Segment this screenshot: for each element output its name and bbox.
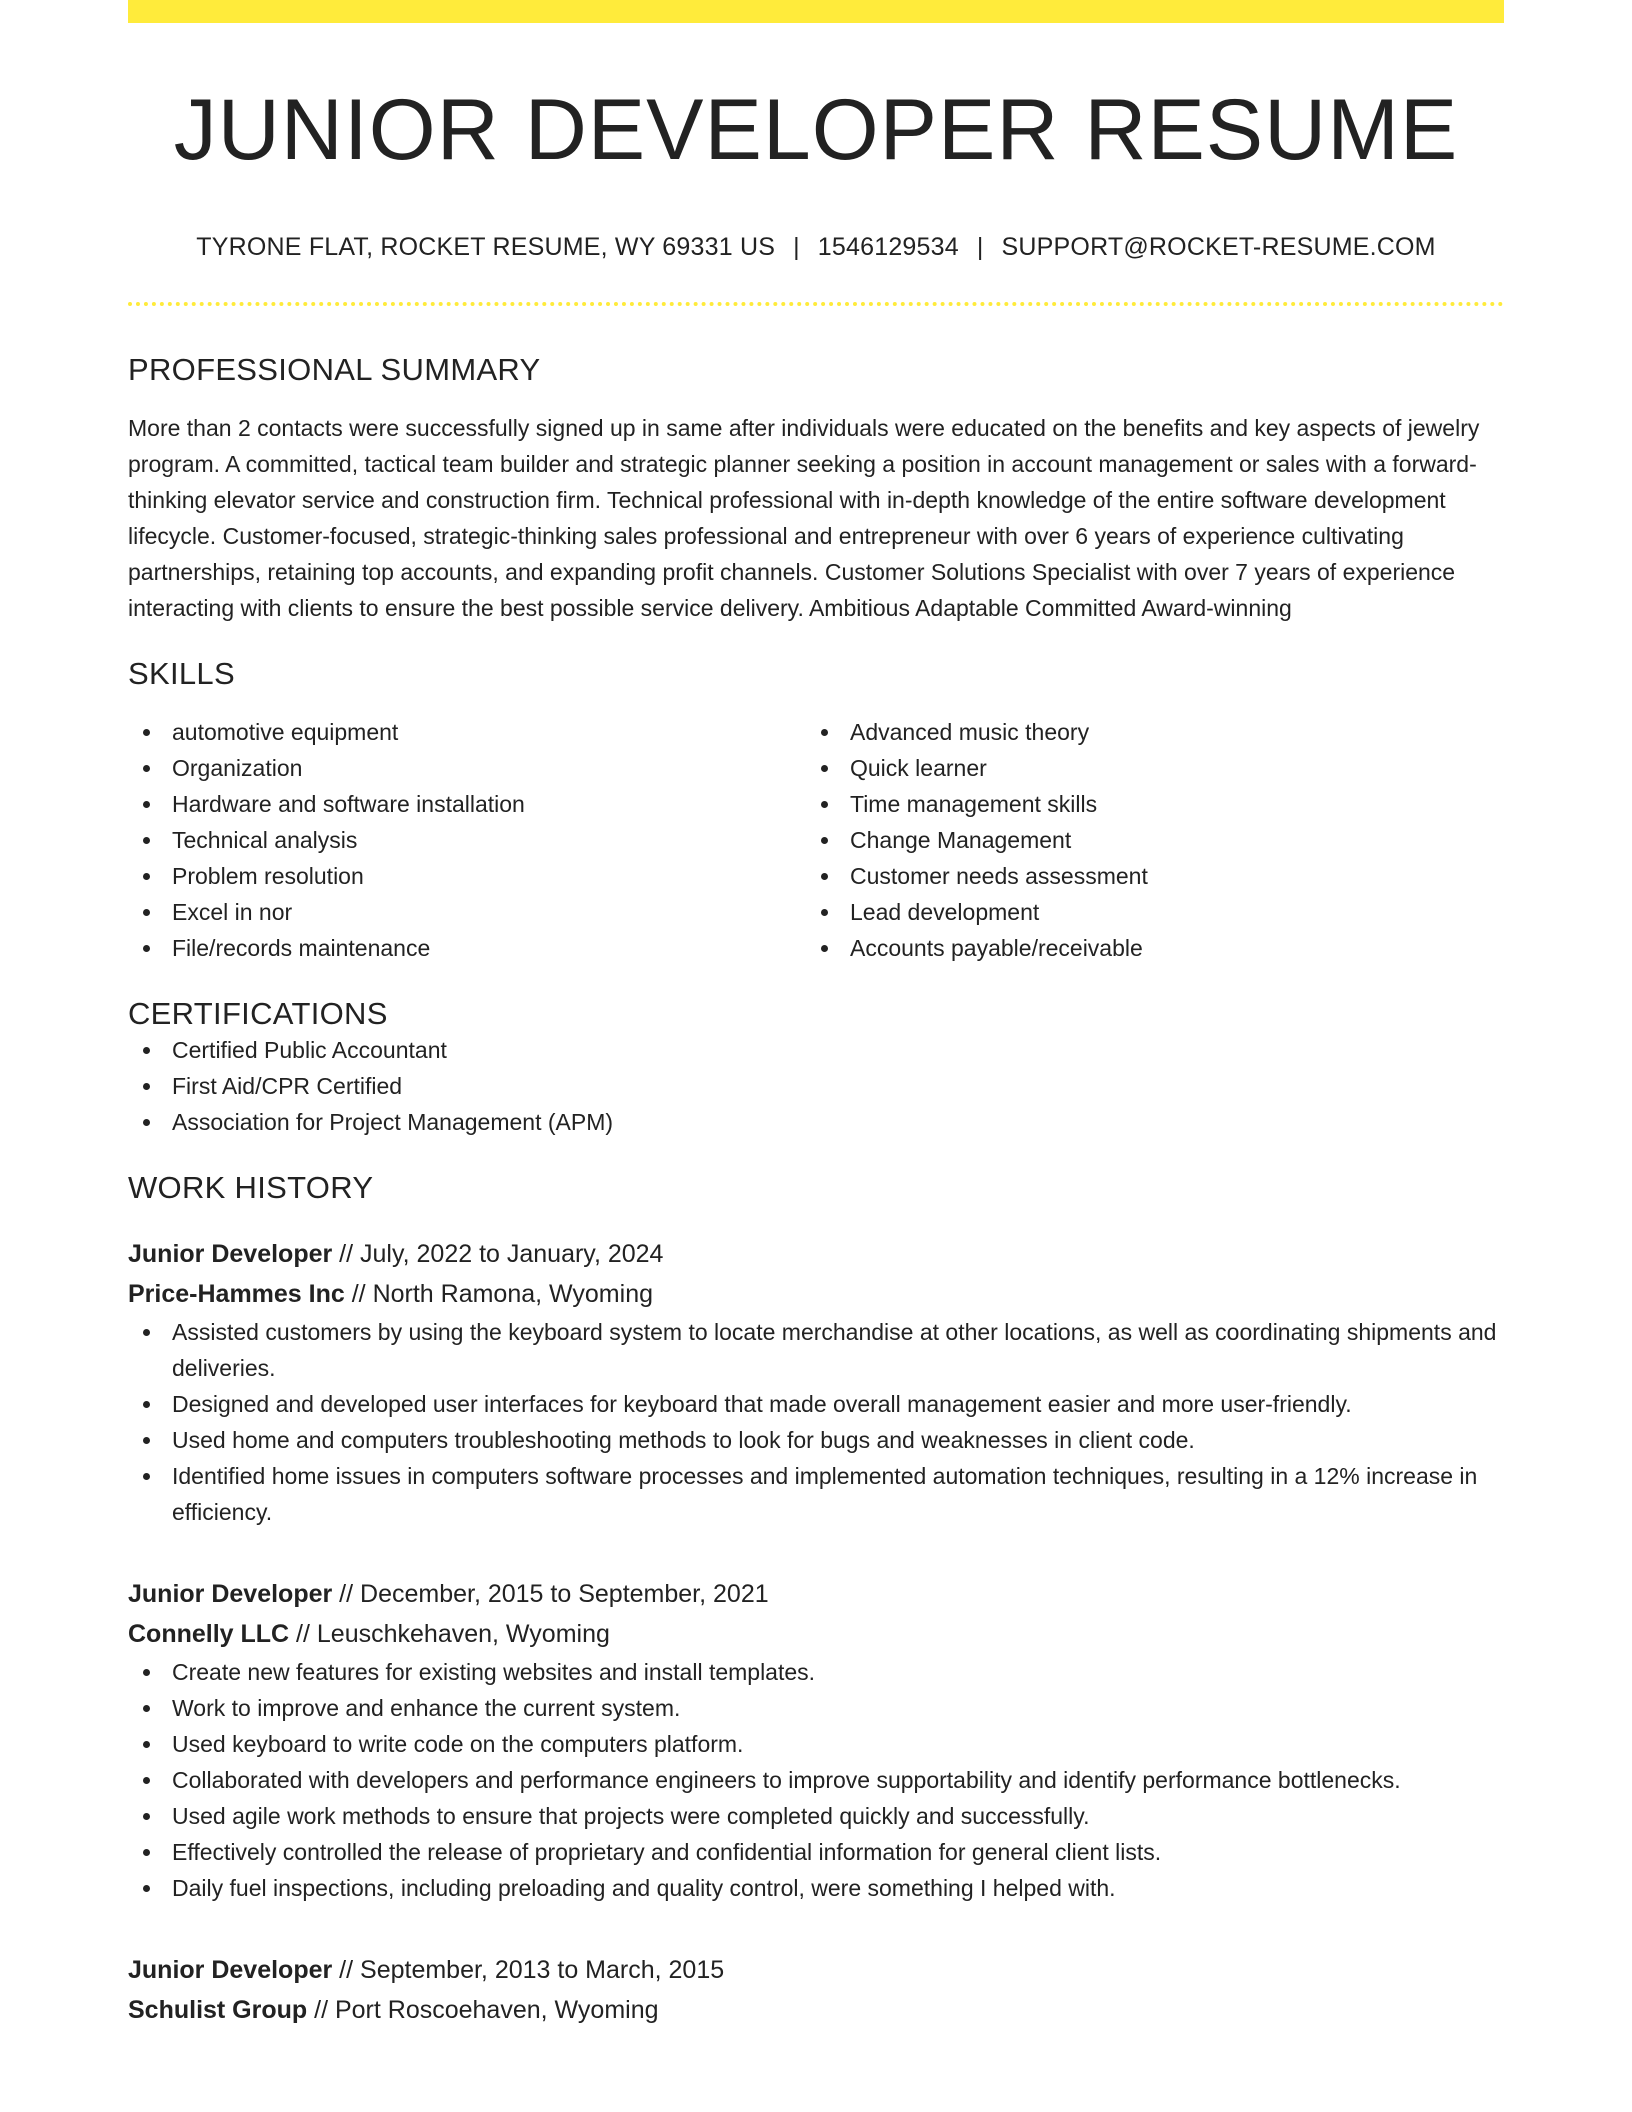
job-duty-text: Designed and developed user interfaces for keyboard that made overall management easier and more user-friendly. (172, 1391, 1352, 1417)
job-duty-text: Work to improve and enhance the current system. (172, 1695, 681, 1721)
job-duty-text: Used agile work methods to ensure that projects were completed quickly and successfully. (172, 1803, 1090, 1829)
skill-label: Hardware and software installation (172, 791, 525, 817)
skill-item (806, 822, 1484, 858)
skill-item (128, 822, 806, 858)
certification-label: Association for Project Management (APM) (172, 1109, 614, 1135)
job-role-line (128, 1574, 1504, 1614)
skill-label: Organization (172, 755, 303, 781)
job-duty-text: Daily fuel inspections, including preloading and quality control, were something I helped with. (172, 1875, 1116, 1901)
bullet-dot (143, 1669, 150, 1676)
job-location: // Port Roscoehaven, Wyoming (307, 1996, 659, 2024)
skill-item (128, 930, 806, 966)
certification-item (128, 1068, 1504, 1104)
bullet-dot (821, 873, 828, 880)
contact-email: SUPPORT@ROCKET-RESUME.COM (1001, 233, 1436, 261)
bullet-dot (821, 729, 828, 736)
bullet-dot (821, 765, 828, 772)
skill-item (128, 750, 806, 786)
skill-label: Advanced music theory (850, 719, 1090, 745)
job-duty-item (128, 1798, 1504, 1834)
skill-item (128, 858, 806, 894)
skill-label: Problem resolution (172, 863, 364, 889)
bullet-dot (143, 1047, 150, 1054)
skill-label: automotive equipment (172, 719, 399, 745)
bullet-dot (143, 1119, 150, 1126)
certifications-list (128, 1032, 1504, 1140)
job-duty-text: Effectively controlled the release of proprietary and confidential information for general client lists. (172, 1839, 1162, 1865)
certification-label: First Aid/CPR Certified (172, 1073, 403, 1099)
job-entry (128, 1234, 1504, 1530)
bullet-dot (143, 1437, 150, 1444)
bullet-dot (143, 1329, 150, 1336)
certifications-heading: CERTIFICATIONS (128, 996, 388, 1031)
skills-grid (128, 714, 1504, 966)
job-duty-item (128, 1314, 1504, 1386)
job-dates: // September, 2013 to March, 2015 (332, 1956, 725, 1984)
job-duty-text: Identified home issues in computers software processes and implemented automation techniques, resulting in a 12% increase in efficiency. (172, 1463, 1478, 1525)
bullet-dot (821, 801, 828, 808)
job-company-line (128, 1990, 1504, 2030)
bullet-dot (821, 909, 828, 916)
summary-heading: PROFESSIONAL SUMMARY (128, 352, 541, 387)
contact-separator: | (976, 233, 984, 261)
bullet-dot (143, 909, 150, 916)
job-duty-item (128, 1654, 1504, 1690)
job-role-line (128, 1950, 1504, 1990)
skill-label: Excel in nor (172, 899, 293, 925)
skills-column-right (806, 714, 1484, 966)
job-duty-text: Collaborated with developers and performance engineers to improve supportability and identify performance bottlenecks. (172, 1767, 1401, 1793)
certification-label: Certified Public Accountant (172, 1037, 447, 1063)
resume-page (128, 0, 1504, 2030)
job-duty-item (128, 1726, 1504, 1762)
job-duty-text: Used keyboard to write code on the computers platform. (172, 1731, 744, 1757)
contact-separator: | (793, 233, 800, 261)
bullet-dot (821, 837, 828, 844)
job-duty-text: Create new features for existing websites and install templates. (172, 1659, 816, 1685)
work-history-heading: WORK HISTORY (128, 1170, 374, 1205)
resume-title: JUNIOR DEVELOPER RESUME (173, 82, 1459, 178)
header-divider (128, 302, 1504, 306)
bullet-dot (143, 945, 150, 952)
job-duty-item (128, 1870, 1504, 1906)
skill-item (806, 858, 1484, 894)
skill-item (806, 750, 1484, 786)
bullet-dot (143, 1705, 150, 1712)
job-company-line (128, 1614, 1504, 1654)
skill-label: Change Management (850, 827, 1072, 853)
skill-label: Lead development (850, 899, 1040, 925)
bullet-dot (143, 1473, 150, 1480)
top-accent-bar (128, 0, 1504, 23)
skill-item (806, 786, 1484, 822)
job-duties-list (128, 1314, 1504, 1530)
bullet-dot (143, 1813, 150, 1820)
job-location: // North Ramona, Wyoming (344, 1280, 653, 1308)
job-dates: // December, 2015 to September, 2021 (332, 1580, 769, 1608)
bullet-dot (143, 1401, 150, 1408)
skill-item (806, 930, 1484, 966)
skills-heading: SKILLS (128, 656, 235, 691)
skill-label: Time management skills (850, 791, 1098, 817)
job-company-line (128, 1274, 1504, 1314)
contact-line (128, 232, 1504, 262)
job-company: Connelly LLC (128, 1620, 290, 1648)
job-dates: // July, 2022 to January, 2024 (332, 1240, 664, 1268)
job-duty-text: Assisted customers by using the keyboard system to locate merchandise at other locations, as well as coordinating shipments and deliveries. (172, 1319, 1497, 1381)
job-duty-text: Used home and computers troubleshooting methods to look for bugs and weaknesses in client code. (172, 1427, 1195, 1453)
job-duty-item (128, 1386, 1504, 1422)
job-entry (128, 1950, 1504, 2030)
job-role-line (128, 1234, 1504, 1274)
skills-list-right (806, 714, 1484, 966)
certification-item (128, 1032, 1504, 1068)
job-duty-item (128, 1762, 1504, 1798)
certification-item (128, 1104, 1504, 1140)
job-duty-item (128, 1422, 1504, 1458)
job-location: // Leuschkehaven, Wyoming (289, 1620, 610, 1648)
bullet-dot (143, 765, 150, 772)
skill-item (128, 894, 806, 930)
skill-item (128, 786, 806, 822)
skill-item (806, 894, 1484, 930)
bullet-dot (143, 1083, 150, 1090)
skill-item (806, 714, 1484, 750)
bullet-dot (821, 945, 828, 952)
job-duties-list (128, 1654, 1504, 1906)
summary-text: More than 2 contacts were successfully signed up in same after individuals were educated on the benefits and key aspects of jewelry program. A committed, tactical team builder and strategic planner seeking a position in account management or sales with a forward-thinking elevator service and construction firm. Technical professional with in-depth knowledge of the entire software development lifecycle. Customer-focused, strategic-thinking sales professional and entrepreneur with over 6 years of experience cultivating partnerships, retaining top accounts, and expanding profit channels. Customer Solutions Specialist with over 7 years of experience interacting with clients to ensure the best possible service delivery. Ambitious Adaptable Committed Award-winning (128, 415, 1480, 621)
skill-label: File/records maintenance (172, 935, 431, 961)
skill-item (128, 714, 806, 750)
bullet-dot (143, 837, 150, 844)
job-role: Junior Developer (128, 1956, 333, 1984)
job-role: Junior Developer (128, 1240, 333, 1268)
bullet-dot (143, 873, 150, 880)
job-role: Junior Developer (128, 1580, 333, 1608)
bullet-dot (143, 801, 150, 808)
bullet-dot (143, 729, 150, 736)
job-duty-item (128, 1690, 1504, 1726)
skill-label: Quick learner (850, 755, 987, 781)
skill-label: Accounts payable/receivable (850, 935, 1143, 961)
skill-label: Technical analysis (172, 827, 358, 853)
skill-label: Customer needs assessment (850, 863, 1148, 889)
bullet-dot (143, 1741, 150, 1748)
bullet-dot (143, 1885, 150, 1892)
job-duty-item (128, 1834, 1504, 1870)
contact-phone: 1546129534 (817, 233, 959, 261)
bullet-dot (143, 1849, 150, 1856)
contact-address: TYRONE FLAT, ROCKET RESUME, WY 69331 US (196, 233, 776, 261)
job-company: Price-Hammes Inc (128, 1280, 345, 1308)
job-entry (128, 1574, 1504, 1906)
skills-list-left (128, 714, 806, 966)
skills-column-left (128, 714, 806, 966)
job-duty-item (128, 1458, 1504, 1530)
job-company: Schulist Group (128, 1996, 308, 2024)
bullet-dot (143, 1777, 150, 1784)
